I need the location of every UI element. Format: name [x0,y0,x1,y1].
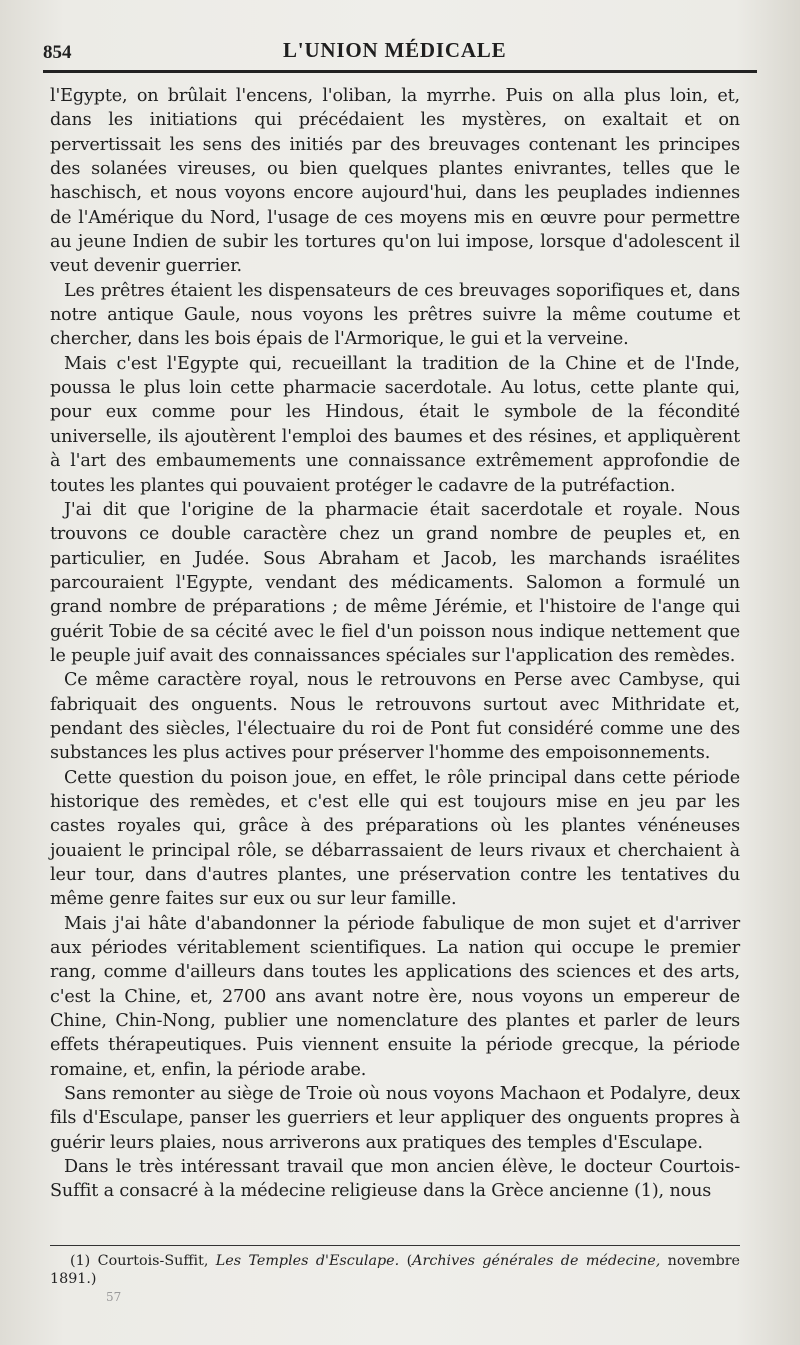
footnote-title: Les Temples d'Esculape. [215,1253,400,1269]
page-number: 854 [43,42,72,63]
paragraph: l'Egypte, on brûlait l'encens, l'oliban, la myrrhe. Puis on alla plus loin, et, dans les initiations qui précédaient les mystères, on exaltait et on pervertissait les sens des initiés par des breuvages contenant les principes des solanées vireuses, ou bien quelques plantes enivrantes, telles que le haschisch, et nous voyons encore aujourd'hui, dans les peuplades indiennes de l'Amérique du Nord, l'usage de ces moyens mis en œuvre pour permettre au jeune Indien de subir les tortures qu'on lui impose, lorsque d'adolescent il veut devenir guerrier. [50,86,740,277]
page-header [43,38,733,66]
paragraph: Dans le très intéressant travail que mon ancien élève, le docteur Courtois-Suffit a consacré à la médecine religieuse dans la Grèce ancienne (1), nous [50,1157,740,1202]
paragraph: Ce même caractère royal, nous le retrouvons en Perse avec Cambyse, qui fabriquait des onguents. Nous le retrouvons surtout avec Mithridate et, pendant des siècles, l'électuaire du roi de Pont fut considéré comme une des substances les plus actives pour préserver l'homme des empoisonnements. [50,670,740,764]
header-rule [43,70,757,73]
footnote-marker: (1) [70,1253,91,1269]
running-title: L'UNION MÉDICALE [283,38,507,62]
paragraph: J'ai dit que l'origine de la pharmacie était sacerdotale et royale. Nous trouvons ce double caractère chez un grand nombre de peuples et, en particulier, en Judée. Sous Abraham et Jacob, les marchands israélites parcouraient l'Egypte, vendant des médicaments. Salomon a formulé un grand nombre de préparations ; de même Jérémie, et l'histoire de l'ange qui guérit Tobie de sa cécité avec le fiel d'un poisson nous indique nettement que le peuple juif avait des connaissances spéciales sur l'application des remèdes. [50,499,740,666]
footnote-author: Courtois-Suffit, [97,1253,209,1269]
footnote-source-open: ( [406,1253,413,1269]
article-body [50,84,740,1204]
paragraph: Sans remonter au siège de Troie où nous voyons Machaon et Podalyre, deux fils d'Esculape, panser les guerriers et leur appliquer des onguents propres à guérir leurs plaies, nous arriverons aux pratiques des temples d'Esculape. [50,1084,740,1153]
paragraph: Les prêtres étaient les dispensateurs de ces breuvages soporifiques et, dans notre antique Gaule, nous voyons les prêtres suivre la même coutume et chercher, dans les bois épais de l'Armorique, le gui et la verveine. [50,280,740,350]
footnote-source: Archives générales de médecine, [412,1253,661,1269]
footnote-date: novembre 1891.) [50,1253,741,1287]
footnote [50,1252,740,1288]
footnote-rule [50,1245,740,1246]
faint-stamp: 57 [106,1290,122,1304]
paragraph: Mais j'ai hâte d'abandonner la période fabulique de mon sujet et d'arriver aux périodes véritablement scientifiques. La nation qui occupe le premier rang, comme d'ailleurs dans toutes les applications des sciences et des arts, c'est la Chine, et, 2700 ans avant notre ère, nous voyons un empereur de Chine, Chin-Nong, publier une nomenclature des plantes et parler de leurs effets thérapeutiques. Puis viennent ensuite la période grecque, la période romaine, et, enfin, la période arabe. [50,913,740,1080]
paragraph: Mais c'est l'Egypte qui, recueillant la tradition de la Chine et de l'Inde, poussa le plus loin cette pharmacie sacerdotale. Au lotus, cette plante qui, pour eux comme pour les Hindous, était le symbole de la fécondité universelle, ils ajoutèrent l'emploi des baumes et des résines, et appliquèrent à l'art des embaumements une connaissance extrêmement approfondie de toutes les plantes qui pouvaient protéger le cadavre de la putréfaction. [50,353,740,496]
paragraph: Cette question du poison joue, en effet, le rôle principal dans cette période historique des remèdes, et c'est elle qui est toujours mise en jeu par les castes royales qui, grâce à des préparations où les plantes vénéneuses jouaient le principal rôle, se débarrassaient de leurs rivaux et cherchaient à leur tour, dans d'autres plantes, une préservation contre les tentatives du même genre faites sur eux ou sur leur famille. [50,767,740,910]
